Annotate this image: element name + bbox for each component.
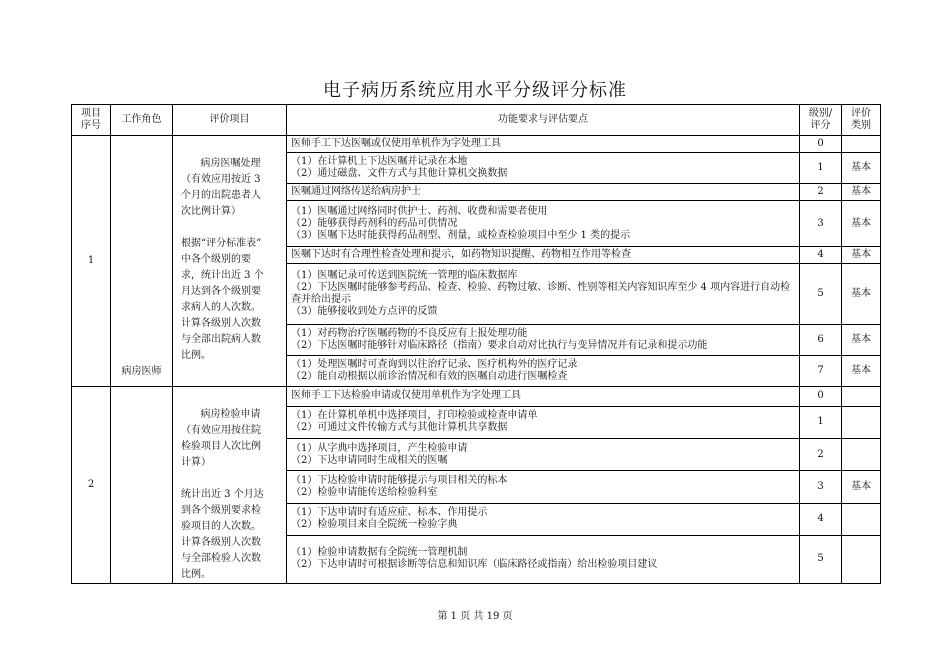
grading-table bbox=[71, 104, 881, 584]
evaluation-item-line: 统计出近 3 个月达 bbox=[181, 489, 264, 500]
requirement-line: （1）下达检验申请时能够提示与项目相关的标本 bbox=[291, 475, 508, 487]
category-cell: 基本 bbox=[842, 264, 881, 325]
evaluation-item-line: 病房检验申请 bbox=[200, 409, 261, 420]
evaluation-item-line: 计算各级别人次数 bbox=[181, 318, 261, 329]
evaluation-item-line: 月达到各个级别要 bbox=[181, 286, 261, 297]
requirement-line: （3）能够接收到处方点评的反馈 bbox=[291, 306, 438, 317]
grade-cell: 5 bbox=[800, 264, 842, 325]
header-row bbox=[72, 105, 881, 136]
requirement-cell bbox=[287, 439, 800, 471]
requirement-line: （2）能自动根据以前诊治情况和有效的医嘱自动进行医嘱检查 bbox=[291, 371, 568, 382]
grade-cell: 4 bbox=[800, 247, 842, 264]
requirement-cell bbox=[287, 184, 800, 201]
category-cell: 基本 bbox=[842, 184, 881, 201]
grade-cell: 2 bbox=[800, 439, 842, 471]
document-title: 电子病历系统应用水平分级评分标准 bbox=[323, 80, 627, 101]
requirement-cell bbox=[287, 387, 800, 407]
requirement-line: （2）下达申请同时生成相关的医嘱 bbox=[291, 454, 448, 466]
header-item: 评价项目 bbox=[173, 105, 287, 136]
evaluation-item-line: （有效应用按住院 bbox=[181, 425, 261, 436]
requirement-cell bbox=[287, 247, 800, 264]
requirement-line: （1）在计算机上下达医嘱并记录在本地 bbox=[291, 156, 468, 167]
evaluation-item-line: 计算） bbox=[181, 457, 211, 468]
evaluation-item-line bbox=[181, 220, 280, 236]
requirement-line: 医师手工下达检验申请或仅使用单机作为字处理工具 bbox=[291, 390, 521, 402]
requirement-line: （1）医嘱通过网络同时供护士、药剂、收费和需要者使用 bbox=[291, 205, 548, 217]
requirement-line: （1）处理医嘱时可查询到以往治疗记录、医疗机构外的医疗记录 bbox=[291, 359, 578, 370]
requirement-line: （1）对药物治疗医嘱药物的不良反应有上报处理功能 bbox=[291, 328, 528, 339]
requirement-line: （2）检验申请能传送给检验科室 bbox=[291, 487, 438, 499]
header-seq: 项目 序号 bbox=[72, 105, 111, 136]
requirement-line: 医嘱下达时有合理性检查处理和提示，如药物知识提醒、药物相互作用等检查 bbox=[291, 249, 631, 260]
requirement-line: （1）从字典中选择项目，产生检验申请 bbox=[291, 442, 468, 454]
grade-cell: 3 bbox=[800, 471, 842, 503]
evaluation-item-line: 到各个级别要求检 bbox=[181, 505, 261, 516]
work-role-cell: 病房医师 bbox=[111, 136, 173, 387]
requirement-cell bbox=[287, 356, 800, 387]
grade-cell: 7 bbox=[800, 356, 842, 387]
category-cell bbox=[842, 387, 881, 407]
requirement-line: 医师手工下达医嘱或仅使用单机作为字处理工具 bbox=[291, 138, 501, 149]
evaluation-item-line: 病房医嘱处理 bbox=[200, 158, 261, 169]
requirement-cell bbox=[287, 471, 800, 503]
grade-cell: 6 bbox=[800, 325, 842, 356]
category-cell bbox=[842, 439, 881, 471]
requirement-line: （1）医嘱记录可传送到医院统一管理的临床数据库 bbox=[291, 270, 518, 281]
category-cell bbox=[842, 136, 881, 153]
grade-cell: 0 bbox=[800, 387, 842, 407]
header-grade: 级别/ 评分 bbox=[800, 105, 842, 136]
category-cell: 基本 bbox=[842, 325, 881, 356]
requirement-cell bbox=[287, 153, 800, 184]
evaluation-item-line: （有效应用按近 3 bbox=[181, 174, 261, 185]
requirement-line: （2）检验项目来自全院统一检验字典 bbox=[291, 519, 458, 531]
requirement-cell bbox=[287, 325, 800, 356]
requirement-cell bbox=[287, 503, 800, 535]
evaluation-item-line: 计算各级别人次数 bbox=[181, 537, 261, 548]
category-cell bbox=[842, 535, 881, 583]
requirement-cell bbox=[287, 201, 800, 247]
requirement-line: （2）下达医嘱时能够针对临床路径（指南）要求自动对比执行与变异情况并有记录和提示功能 bbox=[291, 340, 708, 351]
requirement-line: （2）通过磁盘、文件方式与其他计算机交换数据 bbox=[291, 168, 508, 179]
requirement-line: （2）下达医嘱时能够参考药品、检查、检验、药物过敏、诊断、性别等相关内容知识库至少 4 项内容进行自动检查并给出提示 bbox=[291, 282, 791, 305]
evaluation-item-line: 中各个级别的要 bbox=[181, 254, 251, 265]
work-role-cell bbox=[111, 387, 173, 584]
header-category: 评价 类别 bbox=[842, 105, 881, 136]
category-cell: 基本 bbox=[842, 153, 881, 184]
requirement-line: （3）医嘱下达时能获得药品剂型、剂量，或检查检验项目中至少 1 类的提示 bbox=[291, 229, 631, 241]
category-cell: 基本 bbox=[842, 471, 881, 503]
category-cell: 基本 bbox=[842, 356, 881, 387]
requirement-line: （1）检验申请数据有全院统一管理机制 bbox=[291, 547, 468, 559]
requirement-cell bbox=[287, 136, 800, 153]
grade-cell: 1 bbox=[800, 153, 842, 184]
evaluation-item-line: 与全部检验人次数 bbox=[181, 553, 261, 564]
grade-cell: 4 bbox=[800, 503, 842, 535]
evaluation-item-line: 比例。 bbox=[181, 350, 211, 361]
grade-cell: 2 bbox=[800, 184, 842, 201]
requirement-line: （2）可通过文件传输方式与其他计算机共享数据 bbox=[291, 422, 508, 434]
evaluation-item-line: 根据“评分标准表” bbox=[181, 238, 262, 249]
category-cell: 基本 bbox=[842, 247, 881, 264]
grade-cell: 3 bbox=[800, 201, 842, 247]
requirement-line: （2）下达申请时可根据诊断等信息和知识库（临床路径或指南）给出检验项目建议 bbox=[291, 559, 658, 571]
requirement-cell bbox=[287, 264, 800, 325]
evaluation-item-line: 验项目的人次数。 bbox=[181, 521, 261, 532]
requirement-cell bbox=[287, 406, 800, 438]
item-seq-cell: 1 bbox=[72, 136, 111, 387]
category-cell bbox=[842, 406, 881, 438]
evaluation-item-line: 与全部出院病人数 bbox=[181, 334, 261, 345]
table-row bbox=[72, 387, 881, 407]
category-cell: 基本 bbox=[842, 201, 881, 247]
grade-cell: 0 bbox=[800, 136, 842, 153]
evaluation-item-line: 次比例计算） bbox=[181, 206, 241, 217]
header-role: 工作角色 bbox=[111, 105, 173, 136]
evaluation-item-line: 个月的出院患者人 bbox=[181, 190, 261, 201]
header-requirements: 功能要求与评估要点 bbox=[287, 105, 800, 136]
page-footer: 第 1 页 共 19 页 bbox=[437, 611, 513, 622]
evaluation-item-line: 求病人的人次数。 bbox=[181, 302, 261, 313]
requirement-line: （1）下达申请时有适应症、标本、作用提示 bbox=[291, 507, 488, 519]
grade-cell: 5 bbox=[800, 535, 842, 583]
evaluation-item-line: 比例。 bbox=[181, 569, 211, 580]
requirement-line: （1）在计算机单机中选择项目，打印检验或检查申请单 bbox=[291, 410, 538, 422]
grade-cell: 1 bbox=[800, 406, 842, 438]
category-cell bbox=[842, 503, 881, 535]
requirement-cell bbox=[287, 535, 800, 583]
evaluation-item-cell bbox=[173, 136, 287, 387]
evaluation-item-cell bbox=[173, 387, 287, 584]
evaluation-item-line bbox=[181, 471, 280, 487]
requirement-line: 医嘱通过网络传送给病房护士 bbox=[291, 186, 421, 197]
requirement-line: （2）能够获得药剂科的药品可供情况 bbox=[291, 217, 458, 229]
table-row bbox=[72, 136, 881, 153]
item-seq-cell: 2 bbox=[72, 387, 111, 584]
evaluation-item-line: 求，统计出近 3 个 bbox=[181, 270, 264, 281]
evaluation-item-line: 检验项目人次比例 bbox=[181, 441, 261, 452]
